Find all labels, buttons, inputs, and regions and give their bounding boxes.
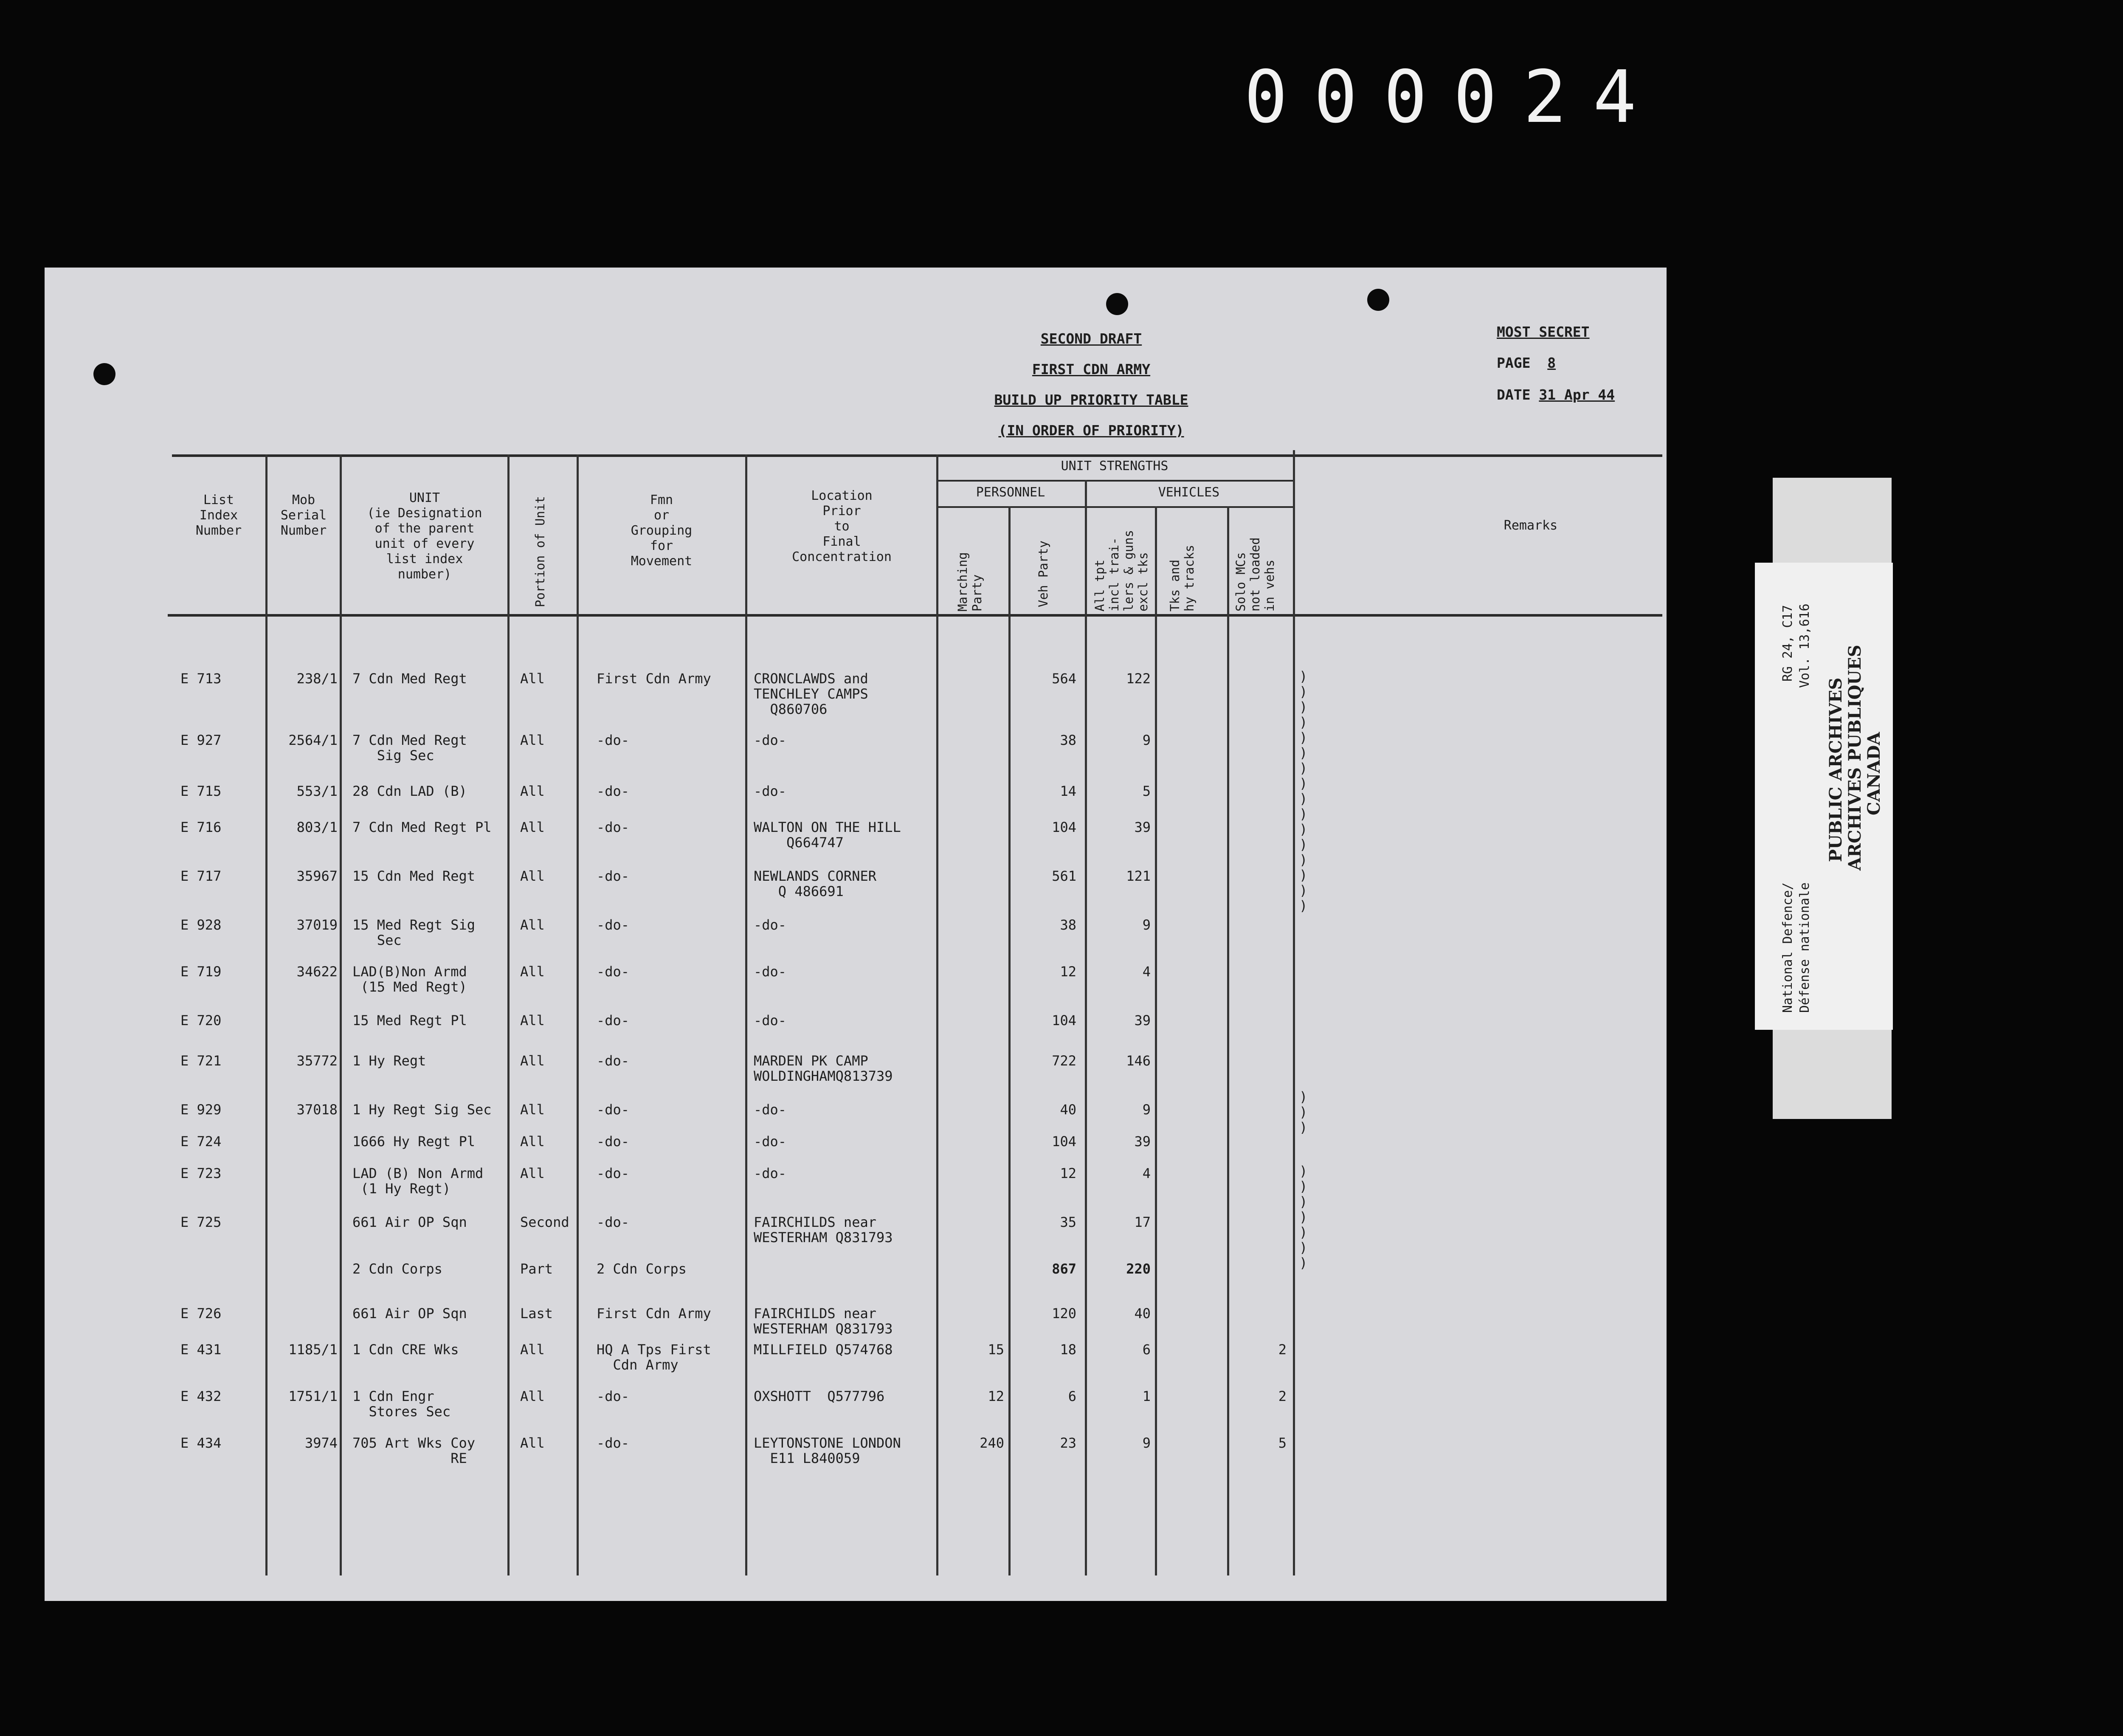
cell-marching-party: 12 xyxy=(988,1388,1004,1404)
column-divider xyxy=(340,454,342,1575)
table-top-rule xyxy=(172,454,1662,457)
cell-list-index: E 719 xyxy=(180,964,222,980)
cell-marching-party: 240 xyxy=(980,1435,1004,1451)
cell-all-tpt: 9 xyxy=(1142,1435,1151,1451)
cell-portion: All xyxy=(520,783,545,799)
cell-all-tpt: 39 xyxy=(1134,1133,1151,1150)
column-divider xyxy=(1293,450,1295,1575)
cell-veh-party: 23 xyxy=(1060,1435,1076,1451)
cell-all-tpt: 17 xyxy=(1134,1214,1151,1230)
classification: MOST SECRET xyxy=(1497,324,1590,340)
cell-list-index: E 723 xyxy=(180,1165,222,1181)
column-divider xyxy=(507,454,510,1575)
cell-portion: All xyxy=(520,1133,545,1150)
header-mob-serial: Mob Serial Number xyxy=(280,493,327,538)
header-portion-of-unit: Portion of Unit xyxy=(533,496,547,607)
column-divider xyxy=(745,454,747,1575)
remarks-bracket: ) ) ) ) ) ) ) xyxy=(1299,1163,1308,1271)
cell-unit: 7 Cdn Med Regt Sig Sec xyxy=(352,732,467,764)
cell-portion: All xyxy=(520,671,545,687)
header-unit-strengths: UNIT STRENGTHS xyxy=(1061,459,1168,473)
cell-all-tpt: 39 xyxy=(1134,819,1151,835)
cell-location: MILLFIELD Q574768 xyxy=(754,1341,893,1358)
cell-portion: All xyxy=(520,1388,545,1404)
cell-fmn: 2 Cdn Corps xyxy=(597,1261,687,1277)
cell-mob-serial: 37018 xyxy=(296,1102,338,1118)
cell-all-tpt: 39 xyxy=(1134,1012,1151,1029)
cell-veh-party: 35 xyxy=(1060,1214,1076,1230)
cell-mob-serial: 803/1 xyxy=(296,819,338,835)
cell-list-index: E 726 xyxy=(180,1305,222,1322)
cell-all-tpt: 40 xyxy=(1134,1305,1151,1322)
cell-list-index: E 434 xyxy=(180,1435,222,1451)
cell-mob-serial: 238/1 xyxy=(296,671,338,687)
cell-fmn: -do- xyxy=(597,1053,630,1069)
document-page xyxy=(45,268,1667,1601)
cell-mob-serial: 1185/1 xyxy=(288,1341,338,1358)
cell-unit: LAD(B)Non Armd (15 Med Regt) xyxy=(352,964,467,995)
cell-veh-party: 867 xyxy=(1052,1261,1076,1277)
cell-portion: All xyxy=(520,1341,545,1358)
punch-hole xyxy=(93,363,115,385)
header-personnel: PERSONNEL xyxy=(976,485,1045,500)
cell-fmn: -do- xyxy=(597,1133,630,1150)
page-number: 8 xyxy=(1547,355,1556,371)
title-first-cdn-army: FIRST CDN ARMY xyxy=(1032,361,1151,378)
punch-hole xyxy=(1106,293,1128,315)
cell-fmn: -do- xyxy=(597,868,630,884)
cell-list-index: E 713 xyxy=(180,671,222,687)
cell-portion: All xyxy=(520,732,545,748)
cell-all-tpt: 121 xyxy=(1126,868,1151,884)
subgroup-rule xyxy=(936,506,1293,508)
cell-fmn: -do- xyxy=(597,1012,630,1029)
cell-portion: All xyxy=(520,1165,545,1181)
title-build-up-table: BUILD UP PRIORITY TABLE xyxy=(994,392,1188,408)
cell-portion: All xyxy=(520,964,545,980)
cell-mob-serial: 37019 xyxy=(296,917,338,933)
header-tks-hy-tracks: Tks and hy tracks xyxy=(1168,544,1197,612)
cell-veh-party: 12 xyxy=(1060,1165,1076,1181)
cell-unit: 7 Cdn Med Regt xyxy=(352,671,467,687)
cell-unit: 661 Air OP Sqn xyxy=(352,1305,467,1322)
remarks-bracket: ) ) ) ) ) ) ) ) ) ) ) ) ) ) ) ) xyxy=(1299,668,1308,914)
cell-portion: All xyxy=(520,819,545,835)
cell-portion: All xyxy=(520,1012,545,1029)
remarks-bracket: ) ) ) xyxy=(1299,1089,1308,1136)
header-veh-party: Veh Party xyxy=(1036,540,1050,607)
cell-list-index: E 431 xyxy=(180,1341,222,1358)
header-unit: UNIT (ie Designation of the parent unit of every list index number) xyxy=(367,490,482,582)
cell-list-index: E 432 xyxy=(180,1388,222,1404)
cell-portion: Second xyxy=(520,1214,569,1230)
cell-all-tpt: 4 xyxy=(1142,964,1151,980)
cell-unit: LAD (B) Non Armd (1 Hy Regt) xyxy=(352,1165,484,1197)
cell-all-tpt: 4 xyxy=(1142,1165,1151,1181)
cell-location: NEWLANDS CORNER Q 486691 xyxy=(754,868,876,899)
cell-fmn: -do- xyxy=(597,1165,630,1181)
cell-veh-party: 38 xyxy=(1060,917,1076,933)
cell-mob-serial: 1751/1 xyxy=(288,1388,338,1404)
cell-unit: 1666 Hy Regt Pl xyxy=(352,1133,475,1150)
cell-veh-party: 6 xyxy=(1068,1388,1076,1404)
page-label: PAGE xyxy=(1497,355,1531,371)
cell-all-tpt: 9 xyxy=(1142,732,1151,748)
archive-name-line3: CANADA xyxy=(1864,732,1884,815)
cell-location: -do- xyxy=(754,732,787,748)
column-divider xyxy=(1155,506,1157,1575)
archive-dept-en: National Defence/ xyxy=(1780,882,1795,1013)
cell-location: FAIRCHILDS near WESTERHAM Q831793 xyxy=(754,1214,893,1246)
header-all-tpt: All tpt incl trai- lers & guns excl tks xyxy=(1092,530,1150,612)
column-divider xyxy=(1008,506,1011,1575)
microfilm-frame-number: 000024 xyxy=(1244,55,1663,139)
cell-all-tpt: 146 xyxy=(1126,1053,1151,1069)
title-second-draft: SECOND DRAFT xyxy=(1040,330,1142,347)
cell-solo-mcs: 2 xyxy=(1278,1388,1287,1404)
cell-list-index: E 717 xyxy=(180,868,222,884)
cell-fmn: First Cdn Army xyxy=(597,1305,711,1322)
cell-veh-party: 561 xyxy=(1052,868,1076,884)
archive-dept-fr: Défense nationale xyxy=(1797,882,1812,1013)
cell-unit: 1 Cdn Engr Stores Sec xyxy=(352,1388,451,1420)
header-list-index: List Index Number xyxy=(195,493,242,538)
column-divider xyxy=(265,454,267,1575)
cell-location: MARDEN PK CAMP WOLDINGHAMQ813739 xyxy=(754,1053,893,1084)
column-divider xyxy=(1227,506,1229,1575)
cell-location: FAIRCHILDS near WESTERHAM Q831793 xyxy=(754,1305,893,1337)
header-location: Location Prior to Final Concentration xyxy=(792,488,892,564)
cell-veh-party: 40 xyxy=(1060,1102,1076,1118)
cell-fmn: -do- xyxy=(597,732,630,748)
cell-location: OXSHOTT Q577796 xyxy=(754,1388,885,1404)
cell-unit: 7 Cdn Med Regt Pl xyxy=(352,819,492,835)
cell-veh-party: 104 xyxy=(1052,1012,1076,1029)
cell-fmn: -do- xyxy=(597,1435,630,1451)
header-vehicles: VEHICLES xyxy=(1158,485,1220,500)
cell-solo-mcs: 5 xyxy=(1278,1435,1287,1451)
cell-fmn: -do- xyxy=(597,917,630,933)
cell-location: -do- xyxy=(754,1012,787,1029)
cell-mob-serial: 34622 xyxy=(296,964,338,980)
cell-unit: 15 Med Regt Pl xyxy=(352,1012,467,1029)
cell-unit: 705 Art Wks Coy RE xyxy=(352,1435,475,1466)
cell-list-index: E 929 xyxy=(180,1102,222,1118)
cell-list-index: E 725 xyxy=(180,1214,222,1230)
header-remarks: Remarks xyxy=(1504,518,1558,533)
cell-location: -do- xyxy=(754,783,787,799)
cell-all-tpt: 220 xyxy=(1126,1261,1151,1277)
cell-unit: 15 Cdn Med Regt xyxy=(352,868,475,884)
date-field xyxy=(1497,386,1615,403)
page-field xyxy=(1497,355,1556,371)
cell-fmn: First Cdn Army xyxy=(597,671,711,687)
cell-location: WALTON ON THE HILL Q664747 xyxy=(754,819,901,851)
cell-mob-serial: 35772 xyxy=(296,1053,338,1069)
cell-veh-party: 104 xyxy=(1052,819,1076,835)
cell-unit: 2 Cdn Corps xyxy=(352,1261,442,1277)
cell-veh-party: 722 xyxy=(1052,1053,1076,1069)
cell-all-tpt: 122 xyxy=(1126,671,1151,687)
archive-name-line2: ARCHIVES PUBLIQUES xyxy=(1845,645,1865,871)
cell-portion: All xyxy=(520,1102,545,1118)
cell-unit: 1 Hy Regt Sig Sec xyxy=(352,1102,492,1118)
cell-list-index: E 927 xyxy=(180,732,222,748)
cell-location: LEYTONSTONE LONDON E11 L840059 xyxy=(754,1435,901,1466)
cell-veh-party: 104 xyxy=(1052,1133,1076,1150)
cell-list-index: E 715 xyxy=(180,783,222,799)
unit-strengths-rule xyxy=(936,480,1293,482)
cell-all-tpt: 5 xyxy=(1142,783,1151,799)
cell-fmn: -do- xyxy=(597,819,630,835)
date-value: 31 Apr 44 xyxy=(1539,386,1615,403)
cell-fmn: HQ A Tps First Cdn Army xyxy=(597,1341,711,1373)
cell-fmn: -do- xyxy=(597,1214,630,1230)
cell-location: -do- xyxy=(754,917,787,933)
cell-unit: 1 Hy Regt xyxy=(352,1053,426,1069)
cell-location: -do- xyxy=(754,1165,787,1181)
cell-mob-serial: 3974 xyxy=(304,1435,338,1451)
cell-location: -do- xyxy=(754,1102,787,1118)
cell-fmn: -do- xyxy=(597,964,630,980)
cell-mob-serial: 553/1 xyxy=(296,783,338,799)
cell-location: -do- xyxy=(754,1133,787,1150)
cell-list-index: E 721 xyxy=(180,1053,222,1069)
cell-list-index: E 928 xyxy=(180,917,222,933)
cell-unit: 661 Air OP Sqn xyxy=(352,1214,467,1230)
cell-portion: Part xyxy=(520,1261,553,1277)
cell-unit: 1 Cdn CRE Wks xyxy=(352,1341,459,1358)
archive-name-line1: PUBLIC ARCHIVES xyxy=(1826,677,1846,862)
cell-portion: Last xyxy=(520,1305,553,1322)
header-solo-mcs: Solo MCs not loaded in vehs xyxy=(1233,537,1277,612)
cell-mob-serial: 2564/1 xyxy=(288,732,338,748)
cell-all-tpt: 9 xyxy=(1142,1102,1151,1118)
date-label: DATE xyxy=(1497,386,1531,403)
cell-portion: All xyxy=(520,868,545,884)
cell-fmn: -do- xyxy=(597,783,630,799)
cell-list-index: E 720 xyxy=(180,1012,222,1029)
title-in-order-of-priority: (IN ORDER OF PRIORITY) xyxy=(998,422,1184,439)
header-fmn: Fmn or Grouping for Movement xyxy=(631,493,693,569)
cell-marching-party: 15 xyxy=(988,1341,1004,1358)
cell-all-tpt: 6 xyxy=(1142,1341,1151,1358)
cell-portion: All xyxy=(520,1435,545,1451)
cell-unit: 28 Cdn LAD (B) xyxy=(352,783,467,799)
cell-fmn: -do- xyxy=(597,1388,630,1404)
archive-ref-rg: RG 24, C17 xyxy=(1780,605,1795,682)
cell-location: CRONCLAWDS and TENCHLEY CAMPS Q860706 xyxy=(754,671,868,717)
cell-veh-party: 12 xyxy=(1060,964,1076,980)
cell-portion: All xyxy=(520,1053,545,1069)
column-divider xyxy=(577,454,579,1575)
cell-portion: All xyxy=(520,917,545,933)
cell-veh-party: 564 xyxy=(1052,671,1076,687)
cell-fmn: -do- xyxy=(597,1102,630,1118)
archive-ref-vol: Vol. 13,616 xyxy=(1797,603,1812,688)
header-marching-party: Marching Party xyxy=(955,552,984,612)
cell-unit: 15 Med Regt Sig Sec xyxy=(352,917,475,948)
cell-list-index: E 716 xyxy=(180,819,222,835)
column-divider xyxy=(936,454,938,1575)
cell-solo-mcs: 2 xyxy=(1278,1341,1287,1358)
cell-veh-party: 14 xyxy=(1060,783,1076,799)
cell-veh-party: 120 xyxy=(1052,1305,1076,1322)
punch-hole xyxy=(1367,289,1389,311)
cell-mob-serial: 35967 xyxy=(296,868,338,884)
cell-veh-party: 18 xyxy=(1060,1341,1076,1358)
cell-location: -do- xyxy=(754,964,787,980)
cell-all-tpt: 9 xyxy=(1142,917,1151,933)
cell-veh-party: 38 xyxy=(1060,732,1076,748)
cell-list-index: E 724 xyxy=(180,1133,222,1150)
cell-all-tpt: 1 xyxy=(1142,1388,1151,1404)
header-bottom-rule xyxy=(168,614,1662,617)
